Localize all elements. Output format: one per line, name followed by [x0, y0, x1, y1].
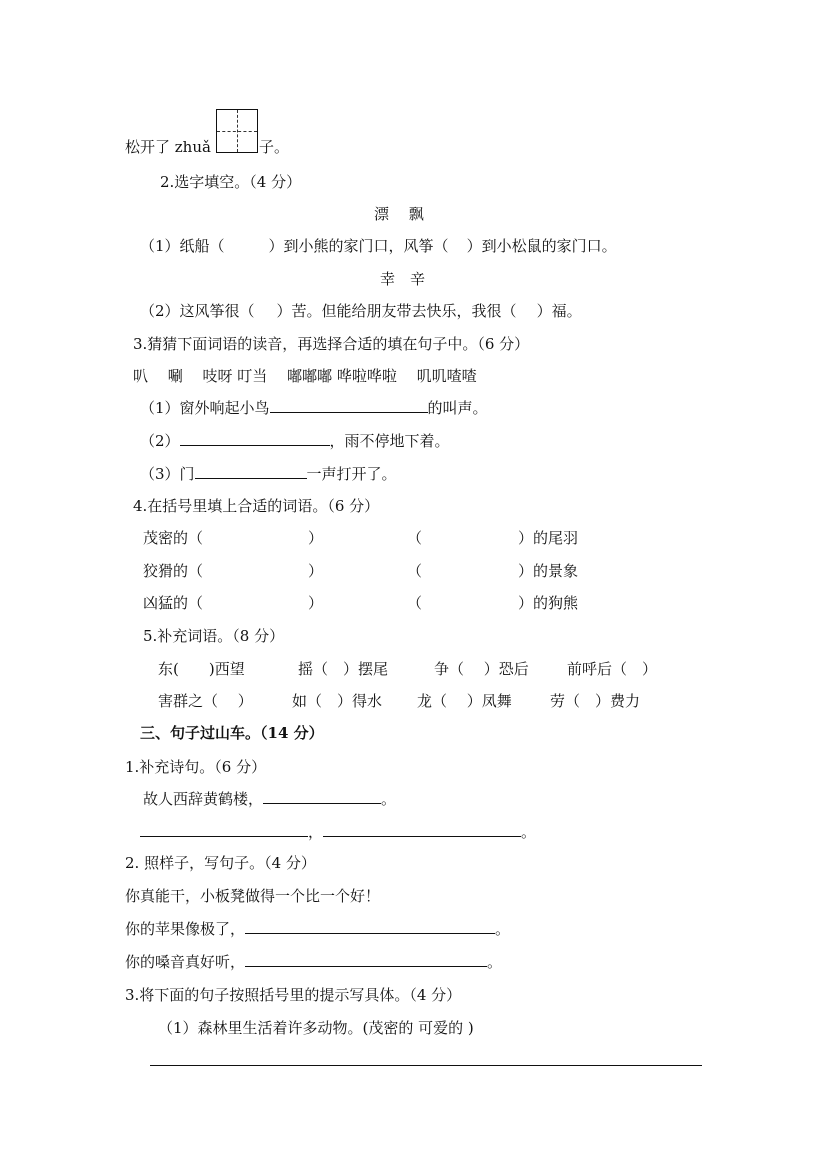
sec3-q2-sentence-2: 你的嗓音真好听， 。: [125, 953, 503, 971]
character-writing-box[interactable]: [216, 109, 258, 153]
q3-sentence-1: （1）窗外响起小鸟 的叫声。: [140, 399, 488, 417]
q4-open-paren: （: [407, 594, 423, 612]
sec3-q2-title: 2. 照样子，写句子。（4 分）: [125, 854, 316, 872]
q5-idiom: 摇（ ）摆尾: [298, 660, 389, 678]
sec3-q3-sentence-1: （1）森林里生活着许多动物。(茂密的 可爱的 ): [158, 1019, 474, 1037]
answer-line[interactable]: [323, 822, 521, 837]
q4-title: 4.在括号里填上合适的词语。（6 分）: [133, 497, 380, 515]
q4-row-2-right: ）的景象: [518, 562, 579, 580]
q5-idiom: 东( )西望: [158, 660, 245, 678]
sec3-q2-example: 你真能干，小板凳做得一个比一个好！: [125, 887, 381, 905]
q3-sentence-2: （2） ，雨不停地下着。: [140, 432, 450, 450]
q2-choice-pair-1: 漂 飘: [374, 205, 424, 223]
answer-line[interactable]: [140, 822, 308, 837]
answer-line[interactable]: [270, 398, 428, 413]
box-guide-horizontal: [217, 131, 257, 132]
answer-line[interactable]: [150, 1065, 702, 1066]
answer-line[interactable]: [245, 952, 487, 967]
q3-title: 3.猜猜下面词语的读音，再选择合适的填在句子中。（6 分）: [133, 335, 530, 353]
q4-row-3-left: 凶猛的（: [143, 594, 204, 612]
q5-idiom: 前呼后（ ）: [567, 660, 658, 678]
q2-sentence-1: （1）纸船（ ）到小熊的家门口，风筝（ ）到小松鼠的家门口。: [140, 237, 617, 255]
q4-open-paren: （: [407, 562, 423, 580]
sec3-q1-poem-line: 故人西辞黄鹤楼， 。: [143, 790, 397, 808]
q5-idiom: 劳（ ）费力: [550, 692, 641, 710]
q4-row-1-left: 茂密的（: [143, 529, 204, 547]
pinyin-prompt: [125, 137, 211, 157]
sec3-q3-title: 3.将下面的句子按照括号里的提示写具体。（4 分）: [125, 986, 462, 1004]
sec3-q1-poem-line-2: ， 。: [140, 822, 536, 842]
q2-choice-pair-2: 幸 辛: [380, 270, 426, 288]
q4-row-3-right: ）的狗熊: [518, 594, 579, 612]
q2-title: 2.选字填空。（4 分）: [160, 173, 302, 191]
q4-row-1-right: ）的尾羽: [518, 529, 579, 547]
q4-open-paren: （: [407, 529, 423, 547]
sec3-q1-title: 1.补充诗句。（6 分）: [125, 758, 267, 776]
sec3-q2-sentence-1: 你的苹果像极了， 。: [125, 920, 511, 938]
q2-sentence-2: （2）这风筝很（ ）苦。但能给朋友带去快乐，我很（ ）福。: [140, 302, 582, 320]
q5-idiom: 如（ ）得水: [292, 692, 383, 710]
answer-line[interactable]: [263, 789, 381, 804]
answer-line[interactable]: [195, 464, 307, 479]
q3-word-bank: 叭 唰 吱呀 叮当 嘟嘟嘟 哗啦哗啦 叽叽喳喳: [133, 367, 477, 385]
q4-close-paren: ）: [308, 529, 324, 547]
q4-row-2-left: 狡猾的（: [143, 562, 204, 580]
pinyin-prefix: 松开了 zhuǎ: [125, 138, 211, 156]
q3-sentence-3: （3）门 一声打开了。: [140, 465, 397, 483]
q5-idiom: 争（ ）恐后: [434, 660, 529, 678]
q5-title: 5.补充词语。（8 分）: [143, 627, 285, 645]
pinyin-suffix: 子。: [259, 138, 290, 156]
answer-line[interactable]: [245, 919, 495, 934]
q4-close-paren: ）: [308, 562, 324, 580]
section-3-heading: 三、句子过山车。（14 分）: [140, 724, 324, 742]
q4-close-paren: ）: [308, 594, 324, 612]
q5-idiom: 害群之（ ）: [158, 692, 253, 710]
answer-line[interactable]: [180, 431, 330, 446]
q5-idiom: 龙（ ）凤舞: [417, 692, 512, 710]
